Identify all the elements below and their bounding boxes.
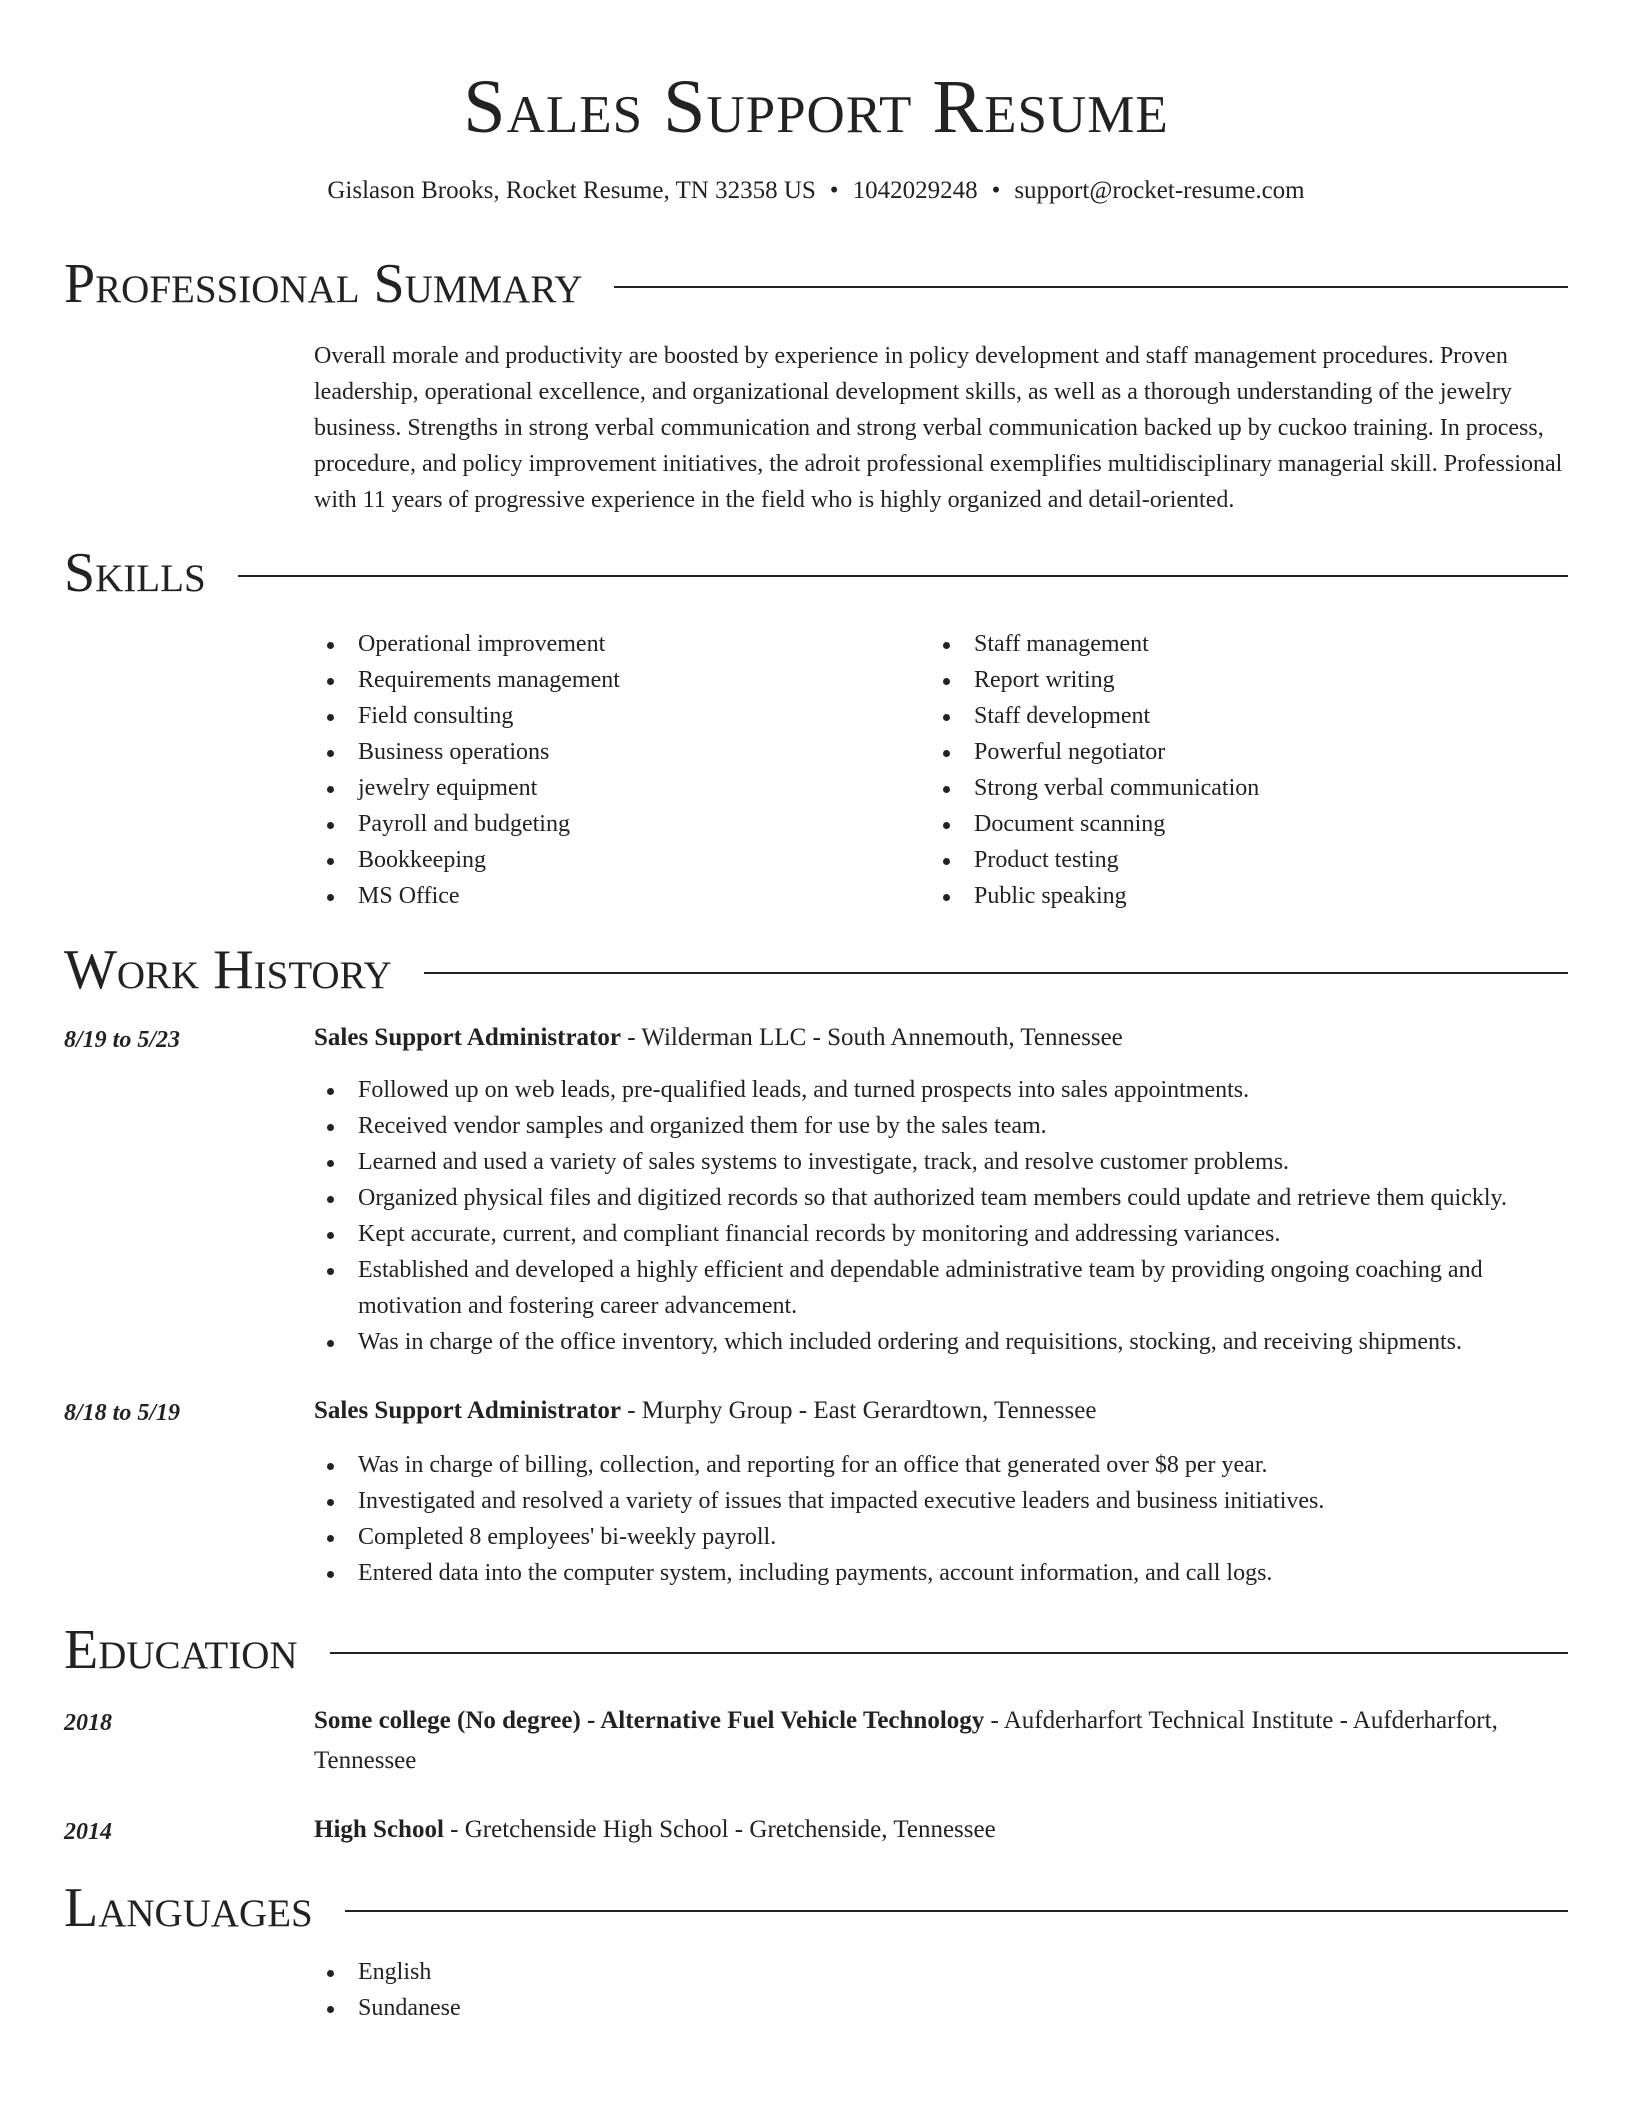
section-title: Skills xyxy=(64,542,206,604)
section-title: Professional Summary xyxy=(64,253,583,315)
section-header-skills xyxy=(64,541,1568,605)
job-bullet: Was in charge of billing, collection, and reporting for an office that generated over $8 per year. xyxy=(314,1447,1564,1483)
language-item: Sundanese xyxy=(314,1990,1564,2026)
section-header-languages xyxy=(64,1876,1568,1940)
skill-item: Report writing xyxy=(930,662,1530,698)
resume-title: Sales Support Resume xyxy=(463,65,1169,149)
job-title: Sales Support Administrator xyxy=(314,1397,621,1424)
education-year: 2014 xyxy=(64,1819,112,1845)
contact-address: Gislason Brooks, Rocket Resume, TN 32358 US xyxy=(327,177,816,204)
skill-item: Bookkeeping xyxy=(314,842,914,878)
education-entry xyxy=(314,1701,1564,1781)
job-details: - Murphy Group - East Gerardtown, Tennessee xyxy=(620,1397,1097,1424)
job-bullet: Entered data into the computer system, including payments, account information, and call logs. xyxy=(314,1555,1564,1591)
job-bullet: Learned and used a variety of sales systems to investigate, track, and resolve customer problems. xyxy=(314,1144,1564,1180)
section-header-education xyxy=(64,1618,1568,1682)
job-bullet: Completed 8 employees' bi-weekly payroll. xyxy=(314,1519,1564,1555)
education-year: 2018 xyxy=(64,1710,112,1736)
skill-item: MS Office xyxy=(314,878,914,914)
section-header-work-history xyxy=(64,938,1568,1002)
job-details: - Wilderman LLC - South Annemouth, Tennessee xyxy=(620,1024,1123,1051)
contact-line xyxy=(0,174,1632,208)
job-bullet: Investigated and resolved a variety of issues that impacted executive leaders and business initiatives. xyxy=(314,1483,1564,1519)
education-details: - Aufderharfort Technical Institute - Aufderharfort, Tennessee xyxy=(314,1707,1498,1774)
skills-column-1 xyxy=(314,626,914,914)
languages-list xyxy=(314,1954,1564,2026)
section-header-summary xyxy=(64,252,1568,316)
section-title: Work History xyxy=(64,939,392,1001)
contact-phone: 1042029248 xyxy=(852,177,978,204)
section-divider xyxy=(330,1652,1568,1654)
skill-item: Business operations xyxy=(314,734,914,770)
education-degree: High School xyxy=(314,1816,444,1843)
section-divider xyxy=(614,286,1568,288)
job-date: 8/18 to 5/19 xyxy=(64,1400,181,1426)
section-title: Languages xyxy=(64,1877,313,1939)
education-details: - Gretchenside High School - Gretchenside, Tennessee xyxy=(443,1816,996,1843)
skill-item: Document scanning xyxy=(930,806,1530,842)
skill-item: Strong verbal communication xyxy=(930,770,1530,806)
job-bullet: Kept accurate, current, and compliant financial records by monitoring and addressing variances. xyxy=(314,1216,1564,1252)
language-item: English xyxy=(314,1954,1564,1990)
skill-item: jewelry equipment xyxy=(314,770,914,806)
summary-text: Overall morale and productivity are boosted by experience in policy development and staff management procedures. Proven leadership, operational excellence, and organizational development skills, as well as a thorough understanding of the jewelry business. Strengths in strong verbal communication and strong verbal communication backed up by cuckoo training. In process, procedure, and policy improvement initiatives, the adroit professional exemplifies multidisciplinary managerial skill. Professional with 11 years of progressive experience in the field who is highly organized and detail-oriented. xyxy=(314,343,1563,513)
job-title: Sales Support Administrator xyxy=(314,1024,621,1051)
skill-item: Powerful negotiator xyxy=(930,734,1530,770)
job-heading xyxy=(314,1391,1564,1431)
skill-item: Field consulting xyxy=(314,698,914,734)
skill-item: Product testing xyxy=(930,842,1530,878)
skill-item: Operational improvement xyxy=(314,626,914,662)
education-entry xyxy=(314,1810,1564,1850)
skill-item: Payroll and budgeting xyxy=(314,806,914,842)
skills-column-2 xyxy=(930,626,1530,914)
job-heading xyxy=(314,1018,1564,1058)
skill-item: Staff development xyxy=(930,698,1530,734)
contact-email: support@rocket-resume.com xyxy=(1014,177,1305,204)
section-divider xyxy=(424,972,1568,974)
education-degree: Some college (No degree) - Alternative Fuel Vehicle Technology xyxy=(314,1707,985,1734)
skill-item: Staff management xyxy=(930,626,1530,662)
skill-item: Requirements management xyxy=(314,662,914,698)
job-bullet: Followed up on web leads, pre-qualified leads, and turned prospects into sales appointments. xyxy=(314,1072,1564,1108)
section-title: Education xyxy=(64,1619,298,1681)
section-divider xyxy=(345,1910,1568,1912)
job-bullet: Was in charge of the office inventory, which included ordering and requisitions, stocking, and receiving shipments. xyxy=(314,1324,1564,1360)
skill-item: Public speaking xyxy=(930,878,1530,914)
job-bullet: Received vendor samples and organized them for use by the sales team. xyxy=(314,1108,1564,1144)
contact-separator: • xyxy=(829,177,839,204)
job-bullets xyxy=(314,1072,1564,1360)
contact-separator: • xyxy=(991,177,1001,204)
job-bullet: Organized physical files and digitized records so that authorized team members could update and retrieve them quickly. xyxy=(314,1180,1564,1216)
job-bullet: Established and developed a highly efficient and dependable administrative team by providing ongoing coaching and motivation and fostering career advancement. xyxy=(314,1252,1564,1324)
job-date: 8/19 to 5/23 xyxy=(64,1027,181,1053)
section-divider xyxy=(238,575,1568,577)
job-bullets xyxy=(314,1447,1564,1591)
